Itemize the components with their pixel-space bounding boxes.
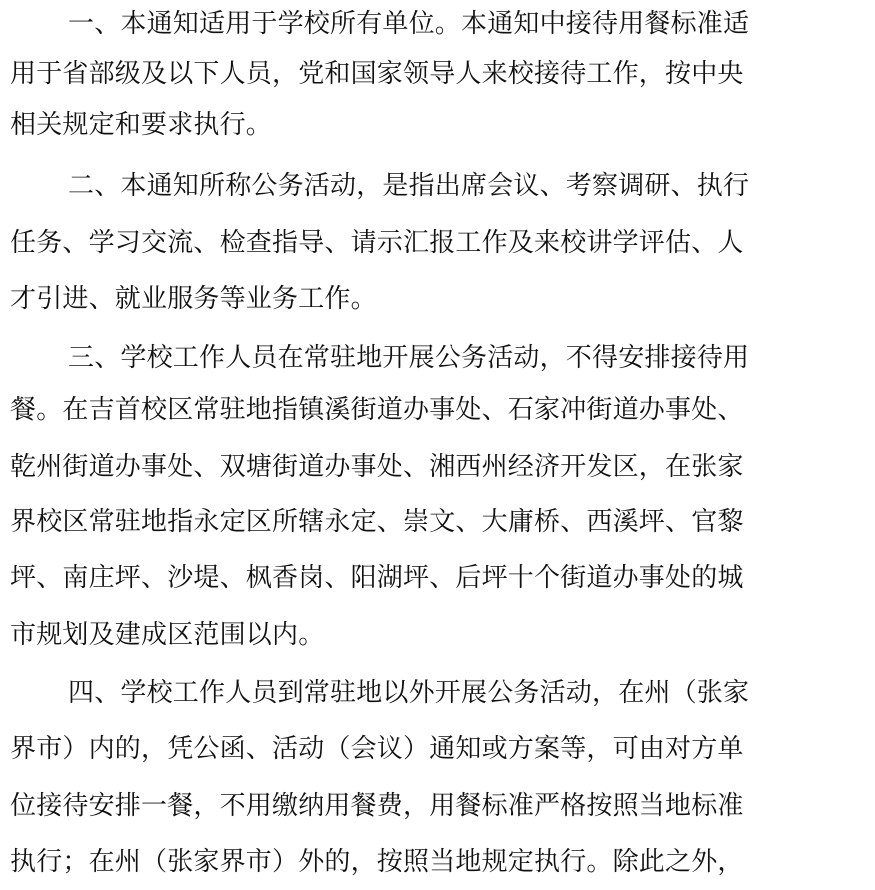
paragraph-3-line-6: 市规划及建成区范围以内。	[10, 620, 325, 650]
paragraph-1-line-2: 用于省部级及以下人员，党和国家领导人来校接待工作，按中央	[10, 59, 744, 89]
paragraph-1-line-1: 一、本通知适用于学校所有单位。本通知中接待用餐标准适	[68, 9, 750, 39]
paragraph-2-line-3: 才引进、就业服务等业务工作。	[10, 284, 377, 314]
paragraph-4-line-2: 界市）内的，凭公函、活动（会议）通知或方案等，可由对方单	[10, 734, 744, 764]
paragraph-4-line-4: 执行；在州（张家界市）外的，按照当地规定执行。除此之外，	[10, 847, 744, 877]
paragraph-4-line-3: 位接待安排一餐，不用缴纳用餐费，用餐标准严格按照当地标准	[10, 791, 744, 821]
paragraph-3-line-4: 界校区常驻地指永定区所辖永定、崇文、大庸桥、西溪坪、官黎	[10, 507, 744, 537]
paragraph-3-line-5: 坪、南庄坪、沙堤、枫香岗、阳湖坪、后坪十个街道办事处的城	[10, 563, 744, 593]
paragraph-4-line-1: 四、学校工作人员到常驻地以外开展公务活动，在州（张家	[68, 678, 750, 708]
paragraph-3-line-1: 三、学校工作人员在常驻地开展公务活动，不得安排接待用	[68, 343, 750, 373]
paragraph-3-line-2: 餐。在吉首校区常驻地指镇溪街道办事处、石家冲街道办事处、	[10, 395, 744, 425]
paragraph-3-line-3: 乾州街道办事处、双塘街道办事处、湘西州经济开发区，在张家	[10, 452, 744, 482]
paragraph-2-line-1: 二、本通知所称公务活动，是指出席会议、考察调研、执行	[68, 171, 750, 201]
paragraph-1-line-3: 相关规定和要求执行。	[10, 110, 273, 140]
paragraph-2-line-2: 任务、学习交流、检查指导、请示汇报工作及来校讲学评估、人	[10, 228, 744, 258]
